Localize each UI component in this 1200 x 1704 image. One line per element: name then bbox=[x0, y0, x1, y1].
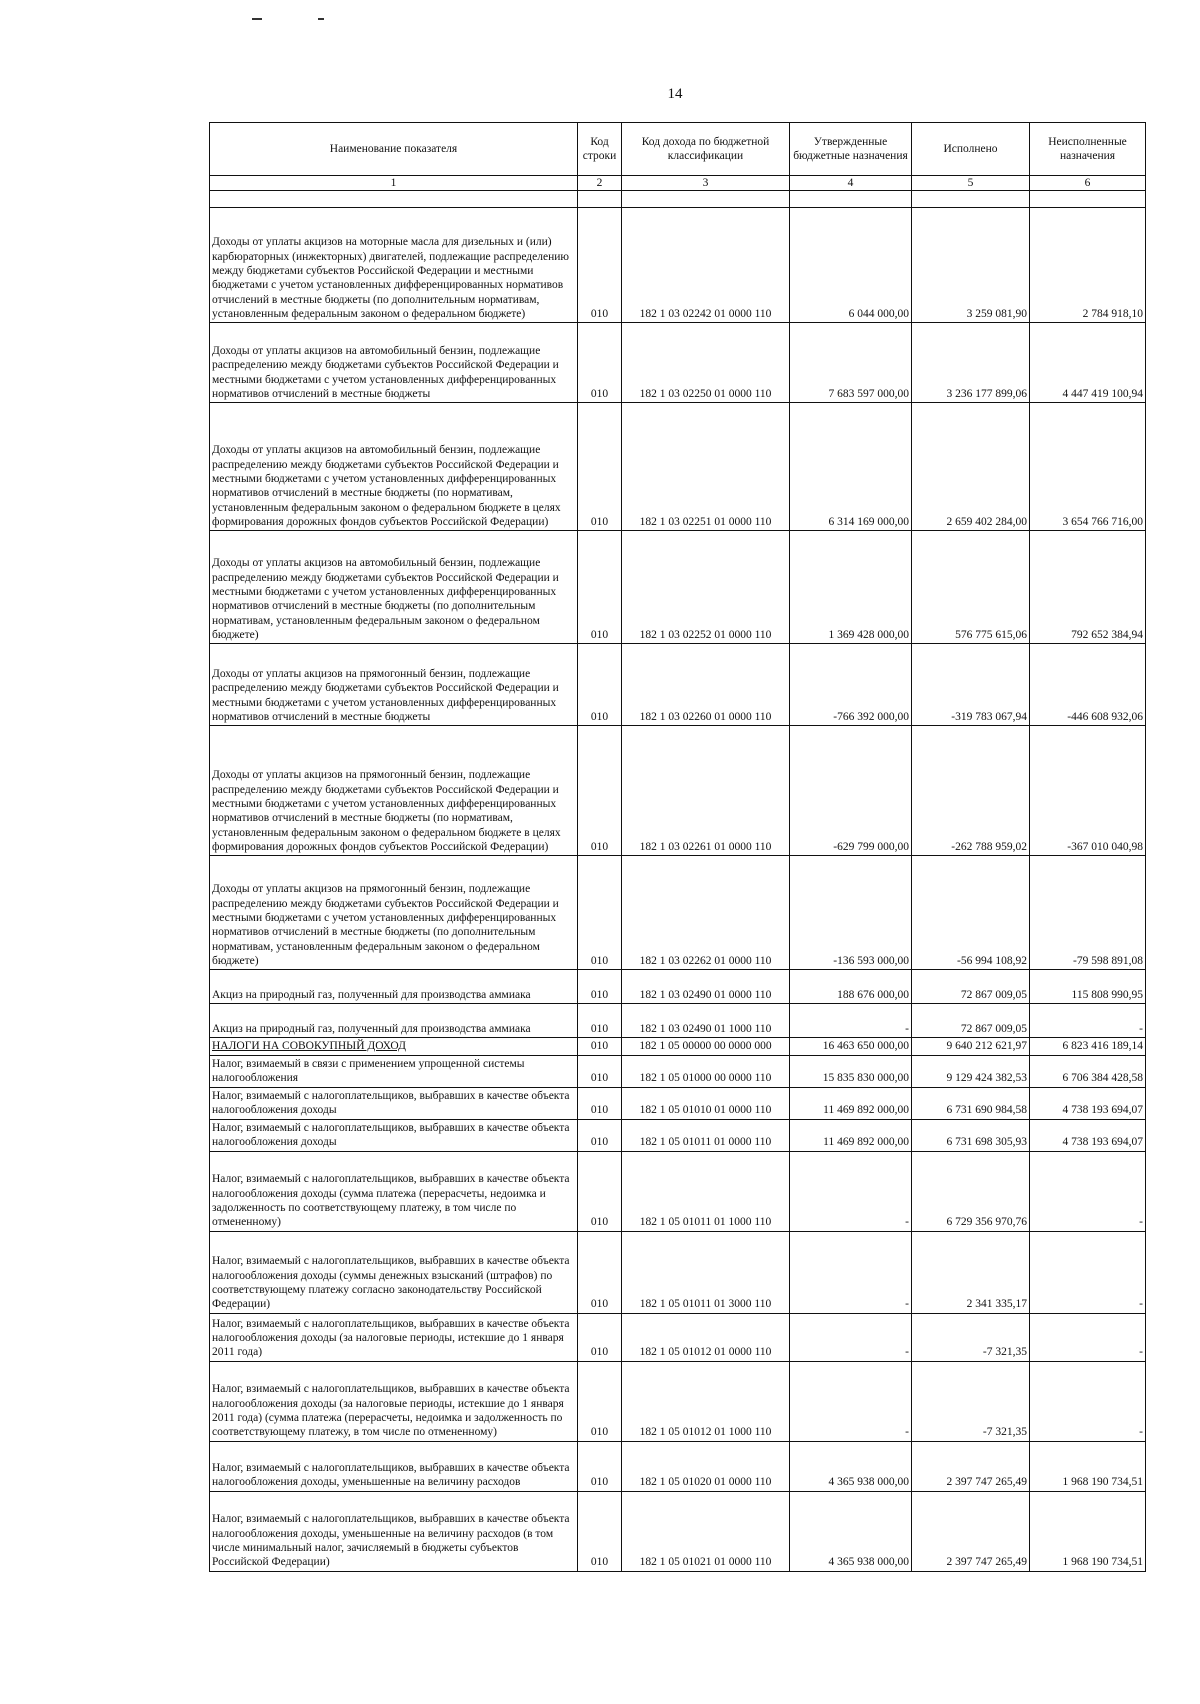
header-approved: Утвержденные бюджетные назначения bbox=[790, 123, 912, 176]
approved-amount: 4 365 938 000,00 bbox=[790, 1491, 912, 1571]
table-row bbox=[210, 1038, 1146, 1055]
approved-amount: -136 593 000,00 bbox=[790, 856, 912, 970]
unexecuted-amount: 6 706 384 428,58 bbox=[1030, 1055, 1146, 1087]
table-row bbox=[210, 970, 1146, 1004]
budget-class-code: 182 1 03 02251 01 0000 110 bbox=[622, 403, 790, 531]
approved-amount: - bbox=[790, 1313, 912, 1361]
indicator-name: Налог, взимаемый с налогоплательщиков, выбравших в качестве объекта налогообложения доходы bbox=[210, 1087, 578, 1119]
indicator-name: Доходы от уплаты акцизов на автомобильный бензин, подлежащие распределению между бюджетами субъектов Российской Федерации и местными бюджетами с учетом установленных дифференцированных нормативов отчислений в местные бюджеты bbox=[210, 323, 578, 403]
unexecuted-amount: 1 968 190 734,51 bbox=[1030, 1441, 1146, 1491]
approved-amount: 4 365 938 000,00 bbox=[790, 1441, 912, 1491]
column-number-row bbox=[210, 176, 1146, 191]
table-row bbox=[210, 1004, 1146, 1038]
line-code: 010 bbox=[578, 208, 622, 323]
line-code: 010 bbox=[578, 1151, 622, 1231]
unexecuted-amount: 3 654 766 716,00 bbox=[1030, 403, 1146, 531]
executed-amount: 72 867 009,05 bbox=[912, 970, 1030, 1004]
unexecuted-amount: 2 784 918,10 bbox=[1030, 208, 1146, 323]
column-number: 6 bbox=[1030, 176, 1146, 191]
column-number: 4 bbox=[790, 176, 912, 191]
page-number: 14 bbox=[667, 86, 683, 102]
budget-class-code: 182 1 05 01021 01 0000 110 bbox=[622, 1491, 790, 1571]
table-row bbox=[210, 1441, 1146, 1491]
approved-amount: 15 835 830 000,00 bbox=[790, 1055, 912, 1087]
approved-amount: 6 044 000,00 bbox=[790, 208, 912, 323]
unexecuted-amount: 4 738 193 694,07 bbox=[1030, 1119, 1146, 1151]
approved-amount: - bbox=[790, 1231, 912, 1313]
executed-amount: -7 321,35 bbox=[912, 1361, 1030, 1441]
approved-amount: - bbox=[790, 1361, 912, 1441]
executed-amount: 6 729 356 970,76 bbox=[912, 1151, 1030, 1231]
approved-amount: 188 676 000,00 bbox=[790, 970, 912, 1004]
unexecuted-amount: - bbox=[1030, 1231, 1146, 1313]
executed-amount: 3 259 081,90 bbox=[912, 208, 1030, 323]
indicator-name: Акциз на природный газ, полученный для производства аммиака bbox=[210, 970, 578, 1004]
line-code: 010 bbox=[578, 1361, 622, 1441]
indicator-name: Налог, взимаемый с налогоплательщиков, выбравших в качестве объекта налогообложения доходы, уменьшенные на величину расходов bbox=[210, 1441, 578, 1491]
column-number: 1 bbox=[210, 176, 578, 191]
approved-amount: 1 369 428 000,00 bbox=[790, 531, 912, 644]
approved-amount: 7 683 597 000,00 bbox=[790, 323, 912, 403]
budget-class-code: 182 1 05 01012 01 1000 110 bbox=[622, 1361, 790, 1441]
table-row bbox=[210, 1231, 1146, 1313]
line-code: 010 bbox=[578, 726, 622, 856]
approved-amount: -629 799 000,00 bbox=[790, 726, 912, 856]
approved-amount: -766 392 000,00 bbox=[790, 644, 912, 726]
header-unexecuted: Неисполненные назначения bbox=[1030, 123, 1146, 176]
unexecuted-amount: 792 652 384,94 bbox=[1030, 531, 1146, 644]
table-spacer-row bbox=[210, 191, 1146, 208]
unexecuted-amount: - bbox=[1030, 1151, 1146, 1231]
table-row bbox=[210, 644, 1146, 726]
scan-artifact bbox=[252, 18, 262, 20]
executed-amount: 2 341 335,17 bbox=[912, 1231, 1030, 1313]
executed-amount: -319 783 067,94 bbox=[912, 644, 1030, 726]
line-code: 010 bbox=[578, 1119, 622, 1151]
budget-class-code: 182 1 05 01011 01 1000 110 bbox=[622, 1151, 790, 1231]
executed-amount: 6 731 698 305,93 bbox=[912, 1119, 1030, 1151]
executed-amount: 9 129 424 382,53 bbox=[912, 1055, 1030, 1087]
executed-amount: 72 867 009,05 bbox=[912, 1004, 1030, 1038]
budget-class-code: 182 1 03 02260 01 0000 110 bbox=[622, 644, 790, 726]
executed-amount: 2 397 747 265,49 bbox=[912, 1491, 1030, 1571]
line-code: 010 bbox=[578, 1491, 622, 1571]
indicator-name: Налог, взимаемый с налогоплательщиков, выбравших в качестве объекта налогообложения доходы (за налоговые периоды, истекшие до 1 января 2011 года) bbox=[210, 1313, 578, 1361]
unexecuted-amount: -446 608 932,06 bbox=[1030, 644, 1146, 726]
unexecuted-amount: -367 010 040,98 bbox=[1030, 726, 1146, 856]
line-code: 010 bbox=[578, 1004, 622, 1038]
line-code: 010 bbox=[578, 970, 622, 1004]
header-row bbox=[210, 123, 1146, 176]
line-code: 010 bbox=[578, 644, 622, 726]
header-indicator-name: Наименование показателя bbox=[210, 123, 578, 176]
header-budget-class-code: Код дохода по бюджетной классификации bbox=[622, 123, 790, 176]
approved-amount: - bbox=[790, 1004, 912, 1038]
indicator-name: Доходы от уплаты акцизов на автомобильный бензин, подлежащие распределению между бюджетами субъектов Российской Федерации и местными бюджетами с учетом установленных дифференцированных нормативов отчислений в местные бюджеты (по нормативам, установленным федеральным законом о федеральном бюджете в целях формирования дорожных фондов субъектов Российской Федерации) bbox=[210, 403, 578, 531]
indicator-name: Доходы от уплаты акцизов на прямогонный бензин, подлежащие распределению между бюджетами субъектов Российской Федерации и местными бюджетами с учетом установленных дифференцированных нормативов отчислений в местные бюджеты (по дополнительным нормативам, установленным федеральным законом о федеральном бюджете) bbox=[210, 856, 578, 970]
budget-class-code: 182 1 05 01010 01 0000 110 bbox=[622, 1087, 790, 1119]
table-row bbox=[210, 1151, 1146, 1231]
scan-artifact bbox=[318, 18, 324, 20]
table-row bbox=[210, 531, 1146, 644]
line-code: 010 bbox=[578, 1231, 622, 1313]
indicator-name: Доходы от уплаты акцизов на автомобильный бензин, подлежащие распределению между бюджетами субъектов Российской Федерации и местными бюджетами с учетом установленных дифференцированных нормативов отчислений в местные бюджеты (по дополнительным нормативам, установленным федеральным законом о федеральном бюджете) bbox=[210, 531, 578, 644]
executed-amount: 6 731 690 984,58 bbox=[912, 1087, 1030, 1119]
indicator-name: Налог, взимаемый с налогоплательщиков, выбравших в качестве объекта налогообложения доходы bbox=[210, 1119, 578, 1151]
unexecuted-amount: -79 598 891,08 bbox=[1030, 856, 1146, 970]
unexecuted-amount: 115 808 990,95 bbox=[1030, 970, 1146, 1004]
indicator-name: НАЛОГИ НА СОВОКУПНЫЙ ДОХОД bbox=[210, 1038, 578, 1055]
approved-amount: 6 314 169 000,00 bbox=[790, 403, 912, 531]
line-code: 010 bbox=[578, 1038, 622, 1055]
executed-amount: -7 321,35 bbox=[912, 1313, 1030, 1361]
indicator-name: Налог, взимаемый с налогоплательщиков, выбравших в качестве объекта налогообложения доходы (за налоговые периоды, истекшие до 1 января 2011 года) (сумма платежа (перерасчеты, недоимка и задолженность по соответствующему платежу, в том числе по отмененному) bbox=[210, 1361, 578, 1441]
column-number: 2 bbox=[578, 176, 622, 191]
budget-class-code: 182 1 05 01020 01 0000 110 bbox=[622, 1441, 790, 1491]
table-row bbox=[210, 403, 1146, 531]
table-row bbox=[210, 1087, 1146, 1119]
executed-amount: 576 775 615,06 bbox=[912, 531, 1030, 644]
table-row bbox=[210, 208, 1146, 323]
table-row bbox=[210, 323, 1146, 403]
budget-class-code: 182 1 05 01011 01 3000 110 bbox=[622, 1231, 790, 1313]
budget-class-code: 182 1 05 00000 00 0000 000 bbox=[622, 1038, 790, 1055]
line-code: 010 bbox=[578, 531, 622, 644]
table-row bbox=[210, 1313, 1146, 1361]
indicator-name: Доходы от уплаты акцизов на прямогонный бензин, подлежащие распределению между бюджетами субъектов Российской Федерации и местными бюджетами с учетом установленных дифференцированных нормативов отчислений в местные бюджеты bbox=[210, 644, 578, 726]
executed-amount: -56 994 108,92 bbox=[912, 856, 1030, 970]
budget-class-code: 182 1 03 02490 01 1000 110 bbox=[622, 1004, 790, 1038]
line-code: 010 bbox=[578, 323, 622, 403]
approved-amount: 16 463 650 000,00 bbox=[790, 1038, 912, 1055]
table-row bbox=[210, 1055, 1146, 1087]
unexecuted-amount: - bbox=[1030, 1361, 1146, 1441]
unexecuted-amount: 4 738 193 694,07 bbox=[1030, 1087, 1146, 1119]
line-code: 010 bbox=[578, 856, 622, 970]
table-row bbox=[210, 1491, 1146, 1571]
budget-class-code: 182 1 03 02490 01 0000 110 bbox=[622, 970, 790, 1004]
indicator-name: Налог, взимаемый с налогоплательщиков, выбравших в качестве объекта налогообложения доходы (суммы денежных взысканий (штрафов) по соответствующему платежу согласно законодательству Российской Федерации) bbox=[210, 1231, 578, 1313]
budget-report-table bbox=[209, 122, 1146, 1572]
approved-amount: - bbox=[790, 1151, 912, 1231]
unexecuted-amount: 6 823 416 189,14 bbox=[1030, 1038, 1146, 1055]
table-row bbox=[210, 1361, 1146, 1441]
line-code: 010 bbox=[578, 403, 622, 531]
column-number: 3 bbox=[622, 176, 790, 191]
header-line-code: Код строки bbox=[578, 123, 622, 176]
line-code: 010 bbox=[578, 1441, 622, 1491]
line-code: 010 bbox=[578, 1313, 622, 1361]
table-row bbox=[210, 856, 1146, 970]
budget-class-code: 182 1 03 02252 01 0000 110 bbox=[622, 531, 790, 644]
line-code: 010 bbox=[578, 1087, 622, 1119]
indicator-name: Налог, взимаемый с налогоплательщиков, выбравших в качестве объекта налогообложения доходы, уменьшенные на величину расходов (в том числе минимальный налог, зачисляемый в бюджеты субъектов Российской Федерации) bbox=[210, 1491, 578, 1571]
budget-class-code: 182 1 03 02250 01 0000 110 bbox=[622, 323, 790, 403]
executed-amount: 3 236 177 899,06 bbox=[912, 323, 1030, 403]
line-code: 010 bbox=[578, 1055, 622, 1087]
unexecuted-amount: 1 968 190 734,51 bbox=[1030, 1491, 1146, 1571]
approved-amount: 11 469 892 000,00 bbox=[790, 1087, 912, 1119]
budget-class-code: 182 1 05 01012 01 0000 110 bbox=[622, 1313, 790, 1361]
header-executed: Исполнено bbox=[912, 123, 1030, 176]
executed-amount: -262 788 959,02 bbox=[912, 726, 1030, 856]
approved-amount: 11 469 892 000,00 bbox=[790, 1119, 912, 1151]
table-row bbox=[210, 1119, 1146, 1151]
unexecuted-amount: - bbox=[1030, 1313, 1146, 1361]
executed-amount: 2 659 402 284,00 bbox=[912, 403, 1030, 531]
table-row bbox=[210, 726, 1146, 856]
column-number: 5 bbox=[912, 176, 1030, 191]
executed-amount: 9 640 212 621,97 bbox=[912, 1038, 1030, 1055]
indicator-name: Налог, взимаемый с налогоплательщиков, выбравших в качестве объекта налогообложения доходы (сумма платежа (перерасчеты, недоимка и задолженность по соответствующему платежу, в том числе по отмененному) bbox=[210, 1151, 578, 1231]
budget-class-code: 182 1 03 02262 01 0000 110 bbox=[622, 856, 790, 970]
unexecuted-amount: 4 447 419 100,94 bbox=[1030, 323, 1146, 403]
indicator-name: Доходы от уплаты акцизов на моторные масла для дизельных и (или) карбюраторных (инжекторных) двигателей, подлежащие распределению между бюджетами субъектов Российской Федерации и местными бюджетами с учетом установленных дифференцированных нормативов отчислений в местные бюджеты (по дополнительным нормативам, установленным федеральным законом о федеральном бюджете) bbox=[210, 208, 578, 323]
unexecuted-amount: - bbox=[1030, 1004, 1146, 1038]
indicator-name: Налог, взимаемый в связи с применением упрощенной системы налогообложения bbox=[210, 1055, 578, 1087]
budget-class-code: 182 1 03 02261 01 0000 110 bbox=[622, 726, 790, 856]
indicator-name: Акциз на природный газ, полученный для производства аммиака bbox=[210, 1004, 578, 1038]
indicator-name: Доходы от уплаты акцизов на прямогонный бензин, подлежащие распределению между бюджетами субъектов Российской Федерации и местными бюджетами с учетом установленных дифференцированных нормативов отчислений в местные бюджеты (по нормативам, установленным федеральным законом о федеральном бюджете в целях формирования дорожных фондов субъектов Российской Федерации) bbox=[210, 726, 578, 856]
budget-class-code: 182 1 05 01000 00 0000 110 bbox=[622, 1055, 790, 1087]
executed-amount: 2 397 747 265,49 bbox=[912, 1441, 1030, 1491]
budget-class-code: 182 1 03 02242 01 0000 110 bbox=[622, 208, 790, 323]
budget-class-code: 182 1 05 01011 01 0000 110 bbox=[622, 1119, 790, 1151]
